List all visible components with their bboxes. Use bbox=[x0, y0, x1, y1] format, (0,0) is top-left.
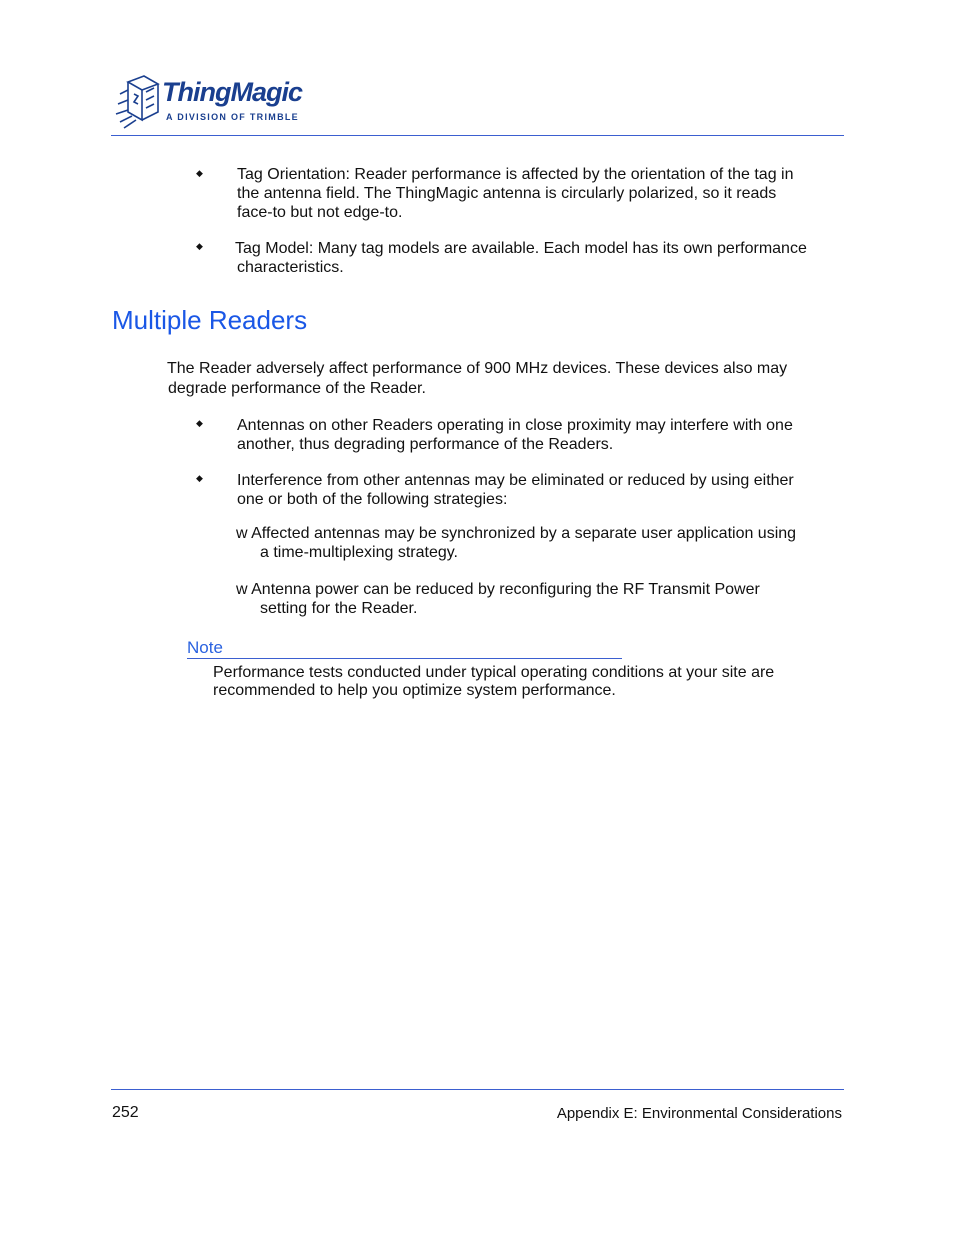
list-item-line: characteristics. bbox=[237, 259, 344, 276]
list-item-line: face-to but not edge-to. bbox=[237, 204, 403, 221]
footer-title: Appendix E: Environmental Considerations bbox=[556, 1105, 842, 1122]
list-item-line: the antenna field. The ThingMagic antenna is circularly polarized, so it reads bbox=[237, 185, 777, 202]
logo-tagline: A DIVISION OF TRIMBLE bbox=[166, 112, 299, 122]
bullet-icon: ◆ bbox=[196, 418, 203, 428]
bullet-icon: ◆ bbox=[196, 473, 203, 483]
intro-paragraph bbox=[167, 359, 787, 398]
list-item-line: Antennas on other Readers operating in close proximity may interfere with one bbox=[237, 417, 793, 434]
note-rule bbox=[187, 658, 622, 659]
bullet-icon: ◆ bbox=[196, 241, 203, 251]
paragraph-line: The Reader adversely affect performance of 900 MHz devices. These devices also may bbox=[167, 360, 788, 377]
list-item-line: Tag Model: Many tag models are available. Each model has its own performance bbox=[235, 240, 807, 257]
sub-item-line: w Affected antennas may be synchronized by a separate user application using bbox=[236, 525, 797, 542]
footer-rule bbox=[111, 1089, 844, 1090]
paragraph-line: degrade performance of the Reader. bbox=[168, 380, 426, 397]
section-heading: Multiple Readers bbox=[112, 305, 308, 335]
list-item-line: another, thus degrading performance of the Readers. bbox=[237, 436, 614, 453]
note-label: Note bbox=[187, 638, 223, 657]
header-rule bbox=[111, 135, 844, 136]
list-item-tag-model bbox=[235, 239, 807, 277]
sub-item-reduce-power bbox=[236, 580, 760, 618]
sub-item-line: a time-multiplexing strategy. bbox=[260, 544, 458, 561]
list-item-line: one or both of the following strategies: bbox=[237, 491, 508, 508]
list-item-line: Interference from other antennas may be eliminated or reduced by using either bbox=[237, 472, 794, 489]
sub-item-synchronize bbox=[236, 524, 796, 562]
note-line: recommended to help you optimize system performance. bbox=[213, 682, 616, 699]
list-item-tag-orientation bbox=[237, 165, 793, 222]
sub-item-line: setting for the Reader. bbox=[260, 600, 418, 617]
list-item-line: Tag Orientation: Reader performance is affected by the orientation of the tag in bbox=[237, 166, 794, 183]
thingmagic-logo-icon bbox=[114, 72, 162, 130]
list-item-antennas-proximity bbox=[237, 416, 793, 454]
page-number: 252 bbox=[112, 1104, 139, 1121]
logo-wordmark: ThingMagic bbox=[162, 77, 302, 107]
bullet-icon: ◆ bbox=[196, 168, 203, 178]
list-item-interference bbox=[237, 471, 794, 509]
note-text bbox=[213, 664, 774, 700]
sub-item-line: w Antenna power can be reduced by reconfiguring the RF Transmit Power bbox=[236, 581, 760, 598]
note-line: Performance tests conducted under typical operating conditions at your site are bbox=[213, 664, 775, 681]
